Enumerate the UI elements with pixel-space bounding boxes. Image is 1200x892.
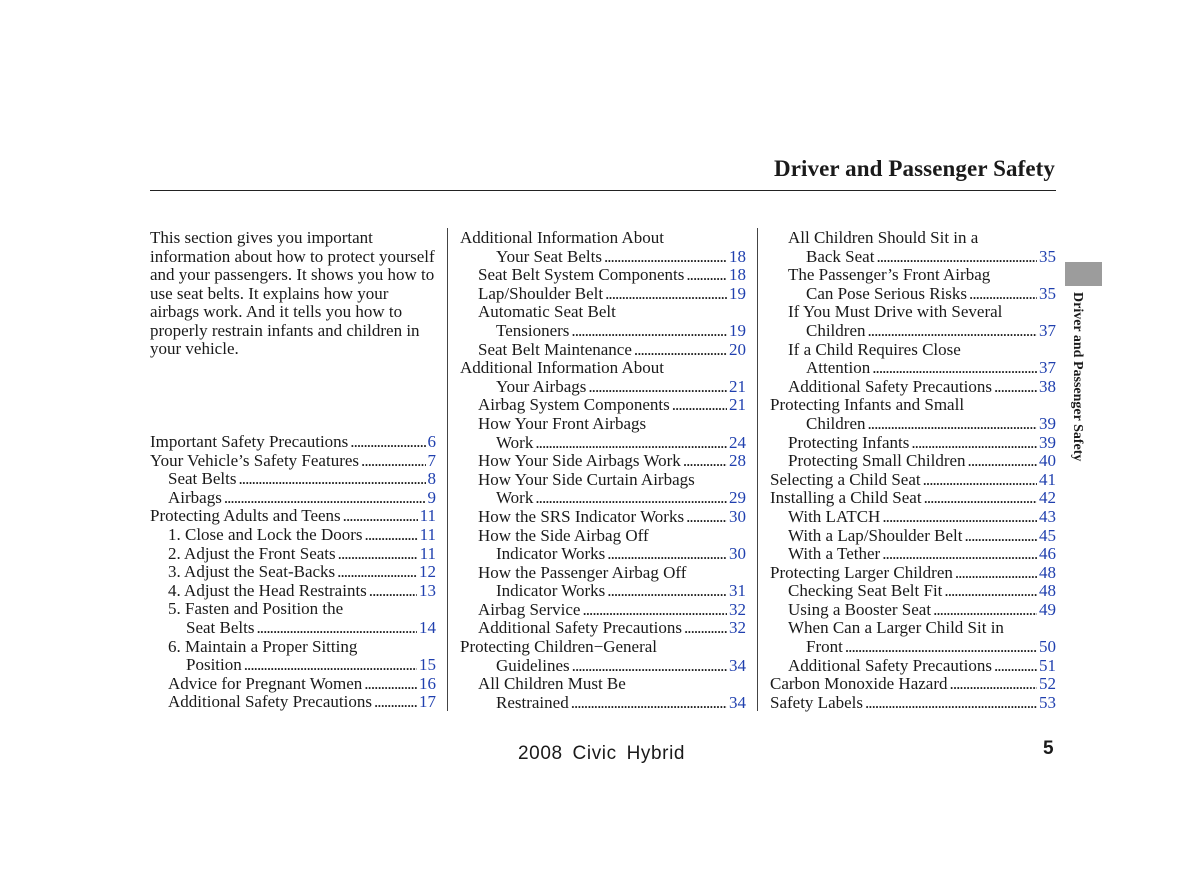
toc-page-link[interactable]: 18 — [729, 265, 746, 285]
toc-entry[interactable] — [460, 545, 746, 564]
toc-entry-title: Installing a Child Seat — [770, 488, 922, 508]
toc-column-2 — [460, 229, 746, 712]
column-divider — [757, 228, 758, 711]
toc-entry[interactable] — [460, 396, 746, 415]
toc-entry-title: Work — [496, 488, 534, 508]
toc-entry[interactable] — [770, 415, 1056, 434]
toc-entry-title: Airbags — [168, 487, 222, 507]
toc-entry-title: Protecting Larger Children — [770, 562, 953, 582]
toc-entry-title: Automatic Seat Belt — [478, 302, 616, 322]
toc-entry[interactable] — [460, 619, 746, 638]
toc-entry-title: Attention — [806, 358, 871, 378]
toc-entry — [770, 396, 1056, 415]
dot-leader — [874, 248, 1037, 267]
toc-entry[interactable] — [460, 341, 746, 360]
dot-leader — [909, 434, 1037, 453]
toc-entry-title: Additional Safety Precautions — [478, 618, 682, 638]
toc-page-link[interactable]: 41 — [1039, 469, 1056, 489]
toc-entry[interactable] — [150, 507, 436, 526]
toc-entry-title: Additional Information About — [460, 358, 664, 378]
toc-page-link[interactable]: 38 — [1039, 376, 1056, 396]
dot-leader — [605, 582, 727, 601]
toc-page-link[interactable]: 42 — [1039, 488, 1056, 508]
dot-leader — [605, 545, 727, 564]
toc-entry-title: Additional Safety Precautions — [788, 376, 992, 396]
dot-leader — [586, 378, 727, 397]
dot-leader — [363, 526, 418, 545]
toc-page-link[interactable]: 48 — [1039, 581, 1056, 601]
dot-leader — [967, 285, 1037, 304]
toc-column-1 — [150, 433, 436, 712]
toc-entry-title: How the Side Airbag Off — [478, 525, 649, 545]
dot-leader — [533, 489, 727, 508]
toc-page-link[interactable]: 35 — [1039, 283, 1056, 303]
dot-leader — [682, 619, 727, 638]
toc-page-link[interactable]: 11 — [419, 543, 436, 563]
toc-page-link[interactable]: 30 — [729, 544, 746, 564]
toc-entry[interactable] — [770, 322, 1056, 341]
toc-entry-title: Selecting a Child Seat — [770, 469, 921, 489]
dot-leader — [681, 452, 727, 471]
toc-entry-title: Additional Safety Precautions — [168, 692, 372, 712]
toc-page-link[interactable]: 21 — [729, 376, 746, 396]
toc-page-link[interactable]: 19 — [729, 283, 746, 303]
toc-page-link[interactable]: 16 — [419, 673, 436, 693]
toc-entry-title: 2. Adjust the Front Seats — [168, 543, 336, 563]
toc-entry-title: Can Pose Serious Risks — [806, 283, 968, 303]
toc-entry — [150, 600, 436, 619]
toc-page-link[interactable]: 9 — [427, 487, 436, 507]
toc-entry-title: The Passenger’s Front Airbag — [788, 265, 991, 285]
dot-leader — [684, 266, 727, 285]
dot-leader — [863, 694, 1037, 713]
dot-leader — [222, 489, 426, 508]
toc-page-link[interactable]: 34 — [729, 655, 746, 675]
toc-page-link[interactable]: 37 — [1039, 358, 1056, 378]
toc-entry-title: Airbag System Components — [478, 395, 670, 415]
dot-leader — [533, 434, 727, 453]
toc-page-link[interactable]: 34 — [729, 692, 746, 712]
toc-entry — [770, 341, 1056, 360]
toc-entry-title: Your Seat Belts — [496, 246, 602, 266]
toc-entry-title: Back Seat — [806, 246, 875, 266]
toc-entry[interactable] — [150, 582, 436, 601]
toc-entry — [460, 564, 746, 583]
dot-leader — [942, 582, 1037, 601]
toc-entry — [770, 266, 1056, 285]
dot-leader — [341, 507, 418, 526]
toc-entry[interactable] — [150, 545, 436, 564]
toc-entry-title: How Your Front Airbags — [478, 413, 647, 433]
toc-entry-title: Checking Seat Belt Fit — [788, 581, 943, 601]
toc-entry[interactable] — [460, 508, 746, 527]
toc-entry[interactable] — [770, 582, 1056, 601]
toc-entry-title: 6. Maintain a Proper Sitting — [168, 636, 358, 656]
toc-entry-title: 5. Fasten and Position the — [168, 599, 344, 619]
toc-entry-title: Seat Belt System Components — [478, 265, 685, 285]
dot-leader — [570, 657, 727, 676]
toc-page-link[interactable]: 49 — [1039, 599, 1056, 619]
toc-entry[interactable] — [150, 693, 436, 712]
toc-entry[interactable] — [150, 619, 436, 638]
toc-entry-title: Protecting Adults and Teens — [150, 506, 341, 526]
toc-entry[interactable] — [460, 657, 746, 676]
toc-entry[interactable] — [770, 452, 1056, 471]
intro-paragraph: This section gives you important information about how to protect yourself and your passengers. It shows you how to use seat belts. It explains how your airbags work. And it tells you how to properly restrain infants and children in your vehicle. — [150, 228, 435, 358]
dot-leader — [866, 322, 1038, 341]
column-divider — [447, 228, 448, 711]
section-tab — [1065, 262, 1102, 286]
toc-entry-title: Front — [806, 637, 843, 657]
footer-model: 2008 Civic Hybrid — [518, 743, 686, 764]
toc-entry — [460, 229, 746, 248]
dot-leader — [236, 470, 425, 489]
toc-page-link[interactable]: 11 — [419, 524, 436, 544]
toc-entry[interactable] — [770, 601, 1056, 620]
toc-entry — [770, 229, 1056, 248]
toc-page-link[interactable]: 37 — [1039, 320, 1056, 340]
toc-page-link[interactable]: 39 — [1039, 413, 1056, 433]
toc-entry-title: Position — [186, 655, 242, 675]
dot-leader — [359, 452, 425, 471]
toc-page-link[interactable]: 32 — [729, 618, 746, 638]
toc-entry-title: Your Airbags — [496, 376, 587, 396]
toc-entry-title: 3. Adjust the Seat-Backs — [168, 562, 336, 582]
toc-entry-title: Seat Belts — [168, 469, 237, 489]
toc-entry-title: With a Lap/Shoulder Belt — [788, 525, 963, 545]
toc-entry-title: Indicator Works — [496, 581, 606, 601]
toc-entry-title: Lap/Shoulder Belt — [478, 283, 604, 303]
toc-entry[interactable] — [770, 675, 1056, 694]
toc-page-link[interactable]: 18 — [729, 246, 746, 266]
toc-page-link[interactable]: 13 — [419, 580, 436, 600]
toc-entry — [460, 359, 746, 378]
toc-entry[interactable] — [770, 508, 1056, 527]
toc-entry — [460, 471, 746, 490]
toc-page-link[interactable]: 31 — [729, 581, 746, 601]
toc-entry[interactable] — [770, 545, 1056, 564]
dot-leader — [602, 248, 727, 267]
toc-entry-title: Safety Labels — [770, 692, 863, 712]
toc-entry-title: Your Vehicle’s Safety Features — [150, 450, 360, 470]
toc-page-link[interactable]: 11 — [419, 506, 436, 526]
dot-leader — [632, 341, 727, 360]
toc-page-link[interactable]: 8 — [427, 469, 436, 489]
dot-leader — [684, 508, 727, 527]
toc-entry[interactable] — [150, 526, 436, 545]
dot-leader — [962, 527, 1037, 546]
dot-leader — [843, 638, 1037, 657]
toc-entry-title: How Your Side Curtain Airbags — [478, 469, 695, 489]
toc-entry[interactable] — [460, 322, 746, 341]
toc-entry[interactable] — [460, 266, 746, 285]
toc-entry — [770, 303, 1056, 322]
page-title: Driver and Passenger Safety — [773, 156, 1055, 181]
toc-entry-title: Carbon Monoxide Hazard — [770, 674, 948, 694]
toc-page-link[interactable]: 35 — [1039, 246, 1056, 266]
toc-entry[interactable] — [150, 452, 436, 471]
toc-page-link[interactable]: 7 — [427, 450, 436, 470]
toc-entry-title: If a Child Requires Close — [788, 339, 961, 359]
toc-entry-title: Additional Information About — [460, 228, 664, 247]
toc-page-link[interactable]: 40 — [1039, 451, 1056, 471]
title-divider — [150, 190, 1056, 191]
toc-entry-title: Protecting Infants and Small — [770, 395, 965, 415]
dot-leader — [335, 563, 417, 582]
dot-leader — [580, 601, 727, 620]
toc-entry-title: Seat Belt Maintenance — [478, 339, 632, 359]
toc-page-link[interactable]: 29 — [729, 488, 746, 508]
toc-entry[interactable] — [770, 248, 1056, 267]
dot-leader — [254, 619, 417, 638]
toc-entry[interactable] — [770, 359, 1056, 378]
toc-entry[interactable] — [460, 489, 746, 508]
toc-entry-title: Protecting Children−General — [460, 637, 658, 657]
toc-page-link[interactable]: 6 — [427, 432, 436, 451]
toc-entry[interactable] — [770, 285, 1056, 304]
toc-page-link[interactable]: 50 — [1039, 637, 1056, 657]
toc-entry-title: 4. Adjust the Head Restraints — [168, 580, 367, 600]
toc-entry-title: With a Tether — [788, 544, 881, 564]
toc-page-link[interactable]: 39 — [1039, 432, 1056, 452]
dot-leader — [336, 545, 418, 564]
toc-entry[interactable] — [460, 601, 746, 620]
dot-leader — [921, 471, 1037, 490]
dot-leader — [953, 564, 1037, 583]
toc-page-link[interactable]: 43 — [1039, 506, 1056, 526]
toc-entry — [460, 527, 746, 546]
toc-entry[interactable] — [150, 470, 436, 489]
dot-leader — [922, 489, 1037, 508]
toc-entry[interactable] — [150, 675, 436, 694]
dot-leader — [569, 322, 727, 341]
page-number: 5 — [1043, 738, 1054, 759]
toc-entry[interactable] — [150, 656, 436, 675]
toc-page-link[interactable]: 24 — [729, 432, 746, 452]
toc-entry-title: Work — [496, 432, 534, 452]
toc-page-link[interactable]: 46 — [1039, 544, 1056, 564]
toc-entry[interactable] — [460, 248, 746, 267]
dot-leader — [992, 378, 1037, 397]
toc-page-link[interactable]: 48 — [1039, 562, 1056, 582]
toc-page-link[interactable]: 52 — [1039, 674, 1056, 694]
toc-entry[interactable] — [460, 285, 746, 304]
toc-entry-title: All Children Should Sit in a — [788, 228, 979, 247]
toc-page-link[interactable]: 17 — [419, 692, 436, 712]
toc-entry-title: Restrained — [496, 692, 569, 712]
toc-entry-title: Children — [806, 320, 866, 340]
toc-entry-title: How Your Side Airbags Work — [478, 451, 681, 471]
toc-entry-title: How the SRS Indicator Works — [478, 506, 685, 526]
toc-entry[interactable] — [770, 657, 1056, 676]
toc-entry — [150, 638, 436, 657]
toc-entry[interactable] — [770, 694, 1056, 713]
toc-entry-title: Advice for Pregnant Women — [168, 673, 363, 693]
toc-entry[interactable] — [770, 527, 1056, 546]
toc-entry-title: All Children Must Be — [478, 674, 626, 694]
dot-leader — [348, 433, 425, 452]
dot-leader — [992, 657, 1037, 676]
dot-leader — [948, 675, 1037, 694]
toc-entry[interactable] — [460, 452, 746, 471]
toc-entry[interactable] — [770, 564, 1056, 583]
toc-entry-title: Important Safety Precautions — [150, 432, 349, 451]
toc-entry-title: Protecting Infants — [788, 432, 910, 452]
toc-entry[interactable] — [150, 489, 436, 508]
toc-page-link[interactable]: 20 — [729, 339, 746, 359]
toc-entry[interactable] — [770, 378, 1056, 397]
toc-entry-title: How the Passenger Airbag Off — [478, 562, 687, 582]
toc-entry[interactable] — [770, 489, 1056, 508]
toc-page-link[interactable]: 19 — [729, 320, 746, 340]
dot-leader — [362, 675, 417, 694]
section-tab-label: Driver and Passenger Safety — [1070, 292, 1085, 462]
dot-leader — [880, 545, 1037, 564]
toc-entry — [460, 638, 746, 657]
toc-entry[interactable] — [460, 582, 746, 601]
dot-leader — [880, 508, 1037, 527]
toc-column-3 — [770, 229, 1056, 712]
toc-entry[interactable] — [460, 434, 746, 453]
toc-entry[interactable] — [460, 378, 746, 397]
toc-page-link[interactable]: 30 — [729, 506, 746, 526]
toc-entry[interactable] — [150, 433, 436, 452]
toc-entry — [460, 415, 746, 434]
toc-entry-title: If You Must Drive with Several — [788, 302, 1003, 322]
toc-entry-title: Additional Safety Precautions — [788, 655, 992, 675]
toc-entry-title: With LATCH — [788, 506, 881, 526]
toc-entry — [460, 303, 746, 322]
toc-page-link[interactable]: 53 — [1039, 692, 1056, 712]
dot-leader — [372, 693, 417, 712]
toc-entry-title: Children — [806, 413, 866, 433]
toc-page-link[interactable]: 12 — [419, 562, 436, 582]
dot-leader — [603, 285, 727, 304]
dot-leader — [670, 396, 727, 415]
toc-entry — [460, 675, 746, 694]
toc-entry-title: Airbag Service — [478, 599, 581, 619]
dot-leader — [569, 694, 727, 713]
dot-leader — [242, 656, 417, 675]
toc-entry-title: Indicator Works — [496, 544, 606, 564]
toc-page-link[interactable]: 21 — [729, 395, 746, 415]
toc-page-link[interactable]: 32 — [729, 599, 746, 619]
dot-leader — [866, 415, 1038, 434]
dot-leader — [870, 359, 1037, 378]
toc-entry-title: Using a Booster Seat — [788, 599, 932, 619]
toc-page-link[interactable]: 14 — [419, 617, 436, 637]
toc-entry[interactable] — [770, 434, 1056, 453]
toc-entry[interactable] — [460, 694, 746, 713]
dot-leader — [931, 601, 1037, 620]
toc-entry[interactable] — [150, 563, 436, 582]
toc-entry-title: Guidelines — [496, 655, 570, 675]
toc-entry-title: When Can a Larger Child Sit in — [788, 618, 1004, 638]
toc-entry[interactable] — [770, 638, 1056, 657]
toc-page-link[interactable]: 51 — [1039, 655, 1056, 675]
toc-entry-title: Tensioners — [496, 320, 570, 340]
toc-entry-title: Seat Belts — [186, 617, 255, 637]
toc-page-link[interactable]: 15 — [419, 655, 436, 675]
toc-entry[interactable] — [770, 471, 1056, 490]
toc-entry-title: Protecting Small Children — [788, 451, 966, 471]
toc-page-link[interactable]: 45 — [1039, 525, 1056, 545]
dot-leader — [966, 452, 1037, 471]
dot-leader — [367, 582, 417, 601]
toc-page-link[interactable]: 28 — [729, 451, 746, 471]
toc-entry-title: 1. Close and Lock the Doors — [168, 524, 363, 544]
toc-entry — [770, 619, 1056, 638]
